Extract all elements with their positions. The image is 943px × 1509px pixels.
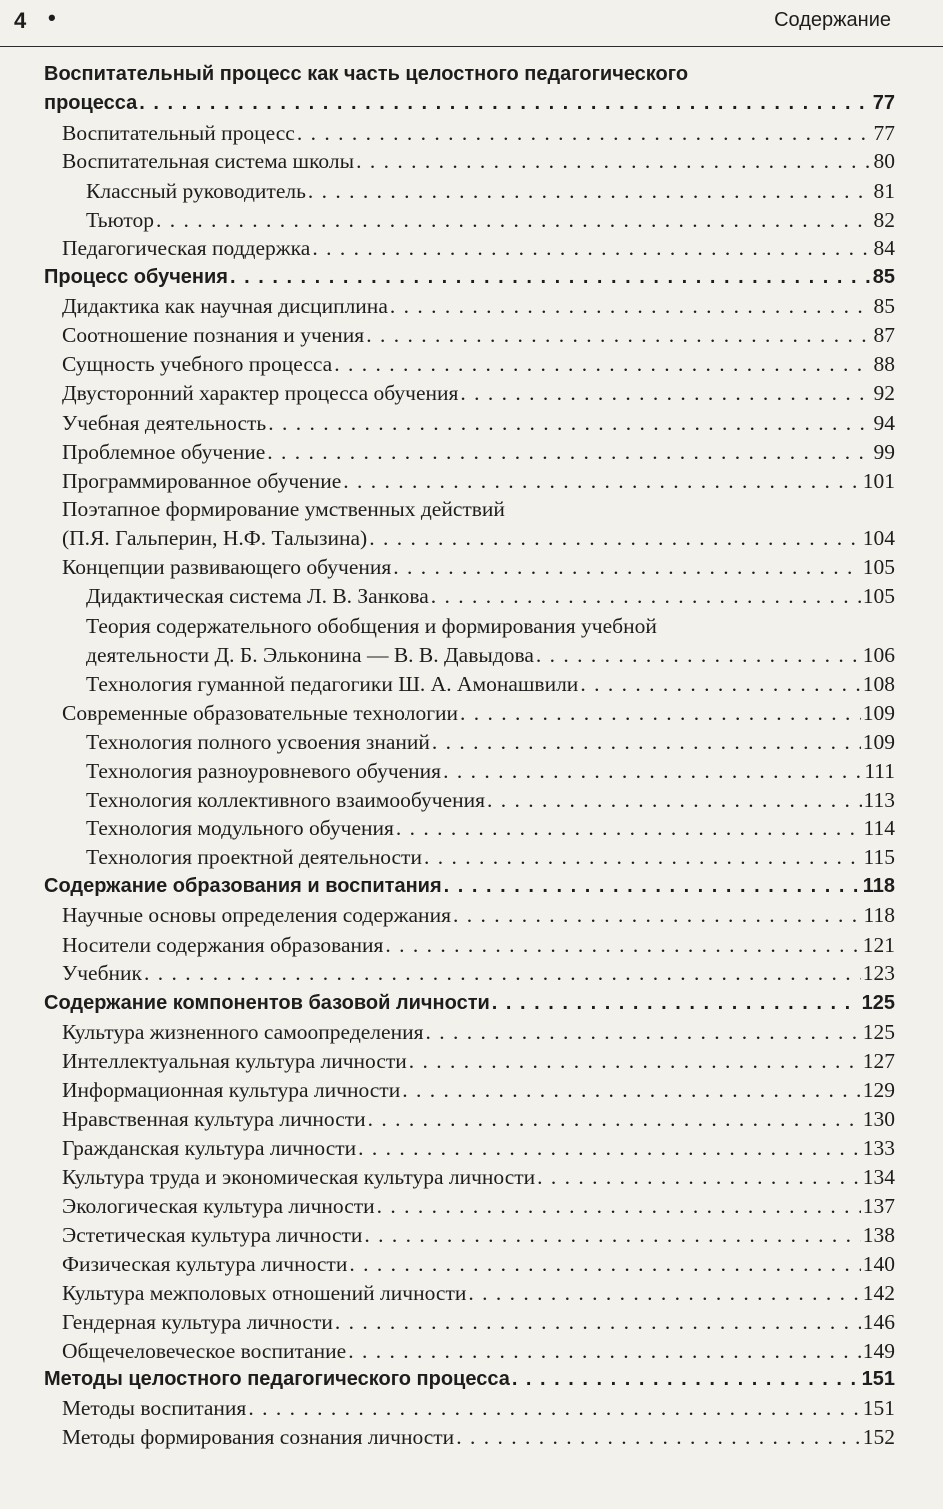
toc-entry-title: Учебная деятельность — [62, 411, 267, 435]
toc-page-number: 151 — [861, 1368, 895, 1390]
toc-page-number: 109 — [862, 730, 895, 754]
toc-entry-title: Тьютор — [86, 208, 154, 232]
dot-leader — [537, 1162, 861, 1192]
toc-page-number: 94 — [873, 411, 895, 435]
toc-entry-title: Содержание компонентов базовой личности — [44, 992, 490, 1014]
toc-entry — [62, 1075, 895, 1105]
toc-entry — [62, 1336, 895, 1366]
toc-entry — [62, 900, 895, 930]
dot-leader — [230, 262, 871, 292]
toc-entry-title: Культура труда и экономическая культура личности — [62, 1165, 536, 1189]
toc-entry-title: Технология коллективного взаимообучения — [86, 788, 485, 812]
toc-page-number: 104 — [862, 526, 895, 550]
toc-entry-title: Экологическая культура личности — [62, 1194, 375, 1218]
dot-leader — [144, 958, 861, 988]
toc-entry-title: Общечеловеческое воспитание — [62, 1339, 347, 1363]
dot-leader — [368, 1104, 861, 1134]
toc-entry-title: Процесс обучения — [44, 266, 228, 288]
dot-leader — [358, 1133, 861, 1163]
toc-entry-title: Содержание образования и воспитания — [44, 875, 442, 897]
toc-section-entry — [44, 88, 895, 118]
toc-entry — [62, 1393, 895, 1423]
toc-entry — [86, 669, 895, 699]
dot-leader — [468, 1278, 860, 1308]
toc-page-number: 99 — [873, 440, 895, 464]
toc-entry — [62, 698, 895, 728]
toc-page-number: 129 — [862, 1078, 895, 1102]
toc-entry-title: Технология разноуровневого обучения — [86, 759, 442, 783]
toc-page-number: 115 — [863, 845, 895, 869]
dot-leader — [334, 349, 871, 379]
toc-entry-title: Проблемное обучение — [62, 440, 266, 464]
dot-leader — [139, 88, 870, 118]
dot-leader — [356, 146, 871, 176]
toc-page-number: 101 — [862, 469, 895, 493]
dot-leader — [390, 291, 872, 321]
toc-page-number: 142 — [862, 1281, 895, 1305]
toc-page-number: 105 — [862, 555, 895, 579]
toc-entry — [62, 437, 895, 467]
toc-entry-title: Концепции развивающего обучения — [62, 555, 392, 579]
toc-entry-title: Учебник — [62, 961, 142, 985]
toc-section-entry — [44, 1364, 895, 1394]
toc-page-number: 146 — [862, 1310, 895, 1334]
toc-page-number: 105 — [862, 584, 895, 608]
toc-entry — [62, 552, 895, 582]
dot-leader — [512, 1364, 860, 1394]
toc-entry-title: (П.Я. Гальперин, Н.Ф. Талызина) — [62, 526, 368, 550]
toc-entry-title: Технология гуманной педагогики Ш. А. Амонашвили — [86, 672, 579, 696]
toc-page-number: 87 — [873, 323, 895, 347]
dot-leader — [156, 205, 872, 235]
toc-entry — [62, 320, 895, 350]
toc-page-number: 84 — [873, 236, 895, 260]
toc-entry-title: Технология полного усвоения знаний — [86, 730, 430, 754]
dot-leader — [267, 437, 871, 467]
page-number: 4 — [14, 8, 27, 33]
dot-leader — [432, 727, 861, 757]
toc-entry-title: Научные основы определения содержания — [62, 903, 451, 927]
toc-entry-title: Воспитательная система школы — [62, 149, 355, 173]
toc-entry-title: Программированное обучение — [62, 469, 342, 493]
toc-page-number: 121 — [862, 933, 895, 957]
toc-page-number: 106 — [862, 643, 895, 667]
toc-page-number: 111 — [864, 759, 895, 783]
toc-page-number: 127 — [862, 1049, 895, 1073]
toc-page-number: 152 — [862, 1425, 895, 1449]
toc-page-number: 81 — [873, 179, 895, 203]
dot-leader — [393, 552, 860, 582]
toc-page-number: 118 — [863, 903, 895, 927]
dot-leader — [409, 1046, 861, 1076]
toc-entry — [62, 1307, 895, 1337]
toc-entry — [62, 378, 895, 408]
toc-entry-title: Культура жизненного самоопределения — [62, 1020, 424, 1044]
dot-leader — [492, 988, 860, 1018]
dot-leader — [424, 842, 862, 872]
toc-entry-title: Носители содержания образования — [62, 933, 384, 957]
toc-entry-title: Дидактическая система Л. В. Занкова — [86, 584, 429, 608]
dot-leader — [402, 1075, 861, 1105]
dot-leader — [364, 1220, 860, 1250]
toc-section-entry — [44, 262, 895, 292]
toc-entry — [62, 1162, 895, 1192]
toc-entry — [62, 233, 895, 263]
toc-page-number: 138 — [862, 1223, 895, 1247]
toc-entry — [86, 581, 895, 611]
toc-entry — [62, 291, 895, 321]
toc-page-number: 133 — [862, 1136, 895, 1160]
toc-page-number: 77 — [873, 121, 895, 145]
toc-entry — [62, 930, 895, 960]
toc-page-number: 82 — [873, 208, 895, 232]
toc-entry — [86, 813, 895, 843]
toc-page-number: 125 — [861, 992, 895, 1014]
toc-page-number: 140 — [862, 1252, 895, 1276]
dot-leader — [308, 176, 872, 206]
toc-entry — [62, 1220, 895, 1250]
toc-entry-title: Воспитательный процесс — [62, 121, 295, 145]
toc-entry — [86, 785, 895, 815]
dot-leader — [268, 408, 871, 438]
toc-page-number: 85 — [873, 294, 895, 318]
dot-leader — [369, 523, 861, 553]
toc-page-number: 151 — [862, 1396, 895, 1420]
toc-page-number: 125 — [862, 1020, 895, 1044]
toc-entry-line: Теория содержательного обобщения и формирования учебной — [86, 614, 657, 638]
toc-entry-title: Культура межполовых отношений личности — [62, 1281, 467, 1305]
toc-entry — [86, 842, 895, 872]
toc-entry-title: Нравственная культура личности — [62, 1107, 366, 1131]
toc-page-number: 123 — [862, 961, 895, 985]
toc-entry — [62, 1249, 895, 1279]
dot-leader — [312, 233, 871, 263]
toc-entry-title: Сущность учебного процесса — [62, 352, 333, 376]
toc-entry-title: Гражданская культура личности — [62, 1136, 357, 1160]
toc-entry — [62, 1133, 895, 1163]
dot-leader — [456, 1422, 861, 1452]
toc-page-number: 149 — [862, 1339, 895, 1363]
toc-page-number: 134 — [862, 1165, 895, 1189]
dot-leader — [460, 378, 871, 408]
toc-entry-title: Технология модульного обучения — [86, 816, 394, 840]
toc-entry-title: Современные образовательные технологии — [62, 701, 459, 725]
toc-page-number: 137 — [862, 1194, 895, 1218]
toc-entry — [62, 1046, 895, 1076]
toc-entry-title: Интеллектуальная культура личности — [62, 1049, 407, 1073]
toc-section-entry — [44, 988, 895, 1018]
toc-entry — [86, 205, 895, 235]
toc-entry — [62, 408, 895, 438]
dot-leader — [366, 320, 871, 350]
toc-entry-title: Физическая культура личности — [62, 1252, 348, 1276]
toc-entry — [62, 958, 895, 988]
toc-entry-title: процесса — [44, 92, 138, 114]
toc-entry-title: Двусторонний характер процесса обучения — [62, 381, 459, 405]
toc-page-number: 108 — [862, 672, 895, 696]
toc-page-number: 88 — [873, 352, 895, 376]
running-header — [0, 0, 943, 47]
toc-entry-title: Классный руководитель — [86, 179, 306, 203]
dot-leader — [343, 466, 861, 496]
toc-entry — [62, 466, 895, 496]
dot-leader — [349, 1249, 860, 1279]
toc-page-number: 113 — [863, 788, 895, 812]
toc-entry — [62, 523, 895, 553]
dot-leader — [536, 640, 861, 670]
toc-page-number: 130 — [862, 1107, 895, 1131]
toc-entry — [86, 727, 895, 757]
dot-leader — [580, 669, 860, 699]
toc-page-number: 118 — [862, 875, 895, 897]
dot-leader — [248, 1393, 860, 1423]
toc-entry-title: Гендерная культура личности — [62, 1310, 333, 1334]
toc-entry — [62, 1017, 895, 1047]
dot-leader — [487, 785, 862, 815]
toc-page-number: 109 — [862, 701, 895, 725]
toc-entry — [86, 640, 895, 670]
toc-entry — [86, 756, 895, 786]
toc-page-number: 114 — [863, 816, 895, 840]
header-bullet: • — [48, 5, 56, 30]
toc-entry-title: Технология проектной деятельности — [86, 845, 422, 869]
dot-leader — [444, 871, 861, 901]
dot-leader — [453, 900, 862, 930]
toc-entry-title: Методы целостного педагогического процесса — [44, 1368, 510, 1390]
dot-leader — [377, 1191, 861, 1221]
toc-entry-title: Педагогическая поддержка — [62, 236, 311, 260]
running-title: Содержание — [774, 9, 891, 31]
toc-section-entry — [44, 871, 895, 901]
toc-page-number: 85 — [872, 266, 895, 288]
toc-entry-title: Дидактика как научная дисциплина — [62, 294, 388, 318]
dot-leader — [443, 756, 862, 786]
toc-entry — [62, 146, 895, 176]
toc-entry-title: Соотношение познания и учения — [62, 323, 365, 347]
toc-entry-title: деятельности Д. Б. Эльконина — В. В. Давыдова — [86, 643, 534, 667]
toc-entry-title: Информационная культура личности — [62, 1078, 401, 1102]
toc-entry — [62, 1278, 895, 1308]
toc-entry — [62, 118, 895, 148]
toc-entry — [62, 349, 895, 379]
dot-leader — [335, 1307, 861, 1337]
dot-leader — [297, 118, 872, 148]
dot-leader — [425, 1017, 860, 1047]
toc-entry-title: Методы воспитания — [62, 1396, 247, 1420]
toc-page-number: 92 — [873, 381, 895, 405]
toc-page-number: 80 — [873, 149, 895, 173]
toc-entry-title: Методы формирования сознания личности — [62, 1425, 455, 1449]
toc-entry-line: Поэтапное формирование умственных действий — [62, 497, 505, 521]
dot-leader — [431, 581, 861, 611]
dot-leader — [460, 698, 861, 728]
dot-leader — [396, 813, 862, 843]
toc-entry — [62, 1422, 895, 1452]
toc-entry-line: Воспитательный процесс как часть целостного педагогического — [44, 63, 689, 85]
toc-entry — [62, 1191, 895, 1221]
toc-entry-title: Эстетическая культура личности — [62, 1223, 363, 1247]
toc-page-number: 77 — [872, 92, 895, 114]
toc-entry — [86, 176, 895, 206]
dot-leader — [385, 930, 860, 960]
dot-leader — [348, 1336, 861, 1366]
toc-entry — [62, 1104, 895, 1134]
